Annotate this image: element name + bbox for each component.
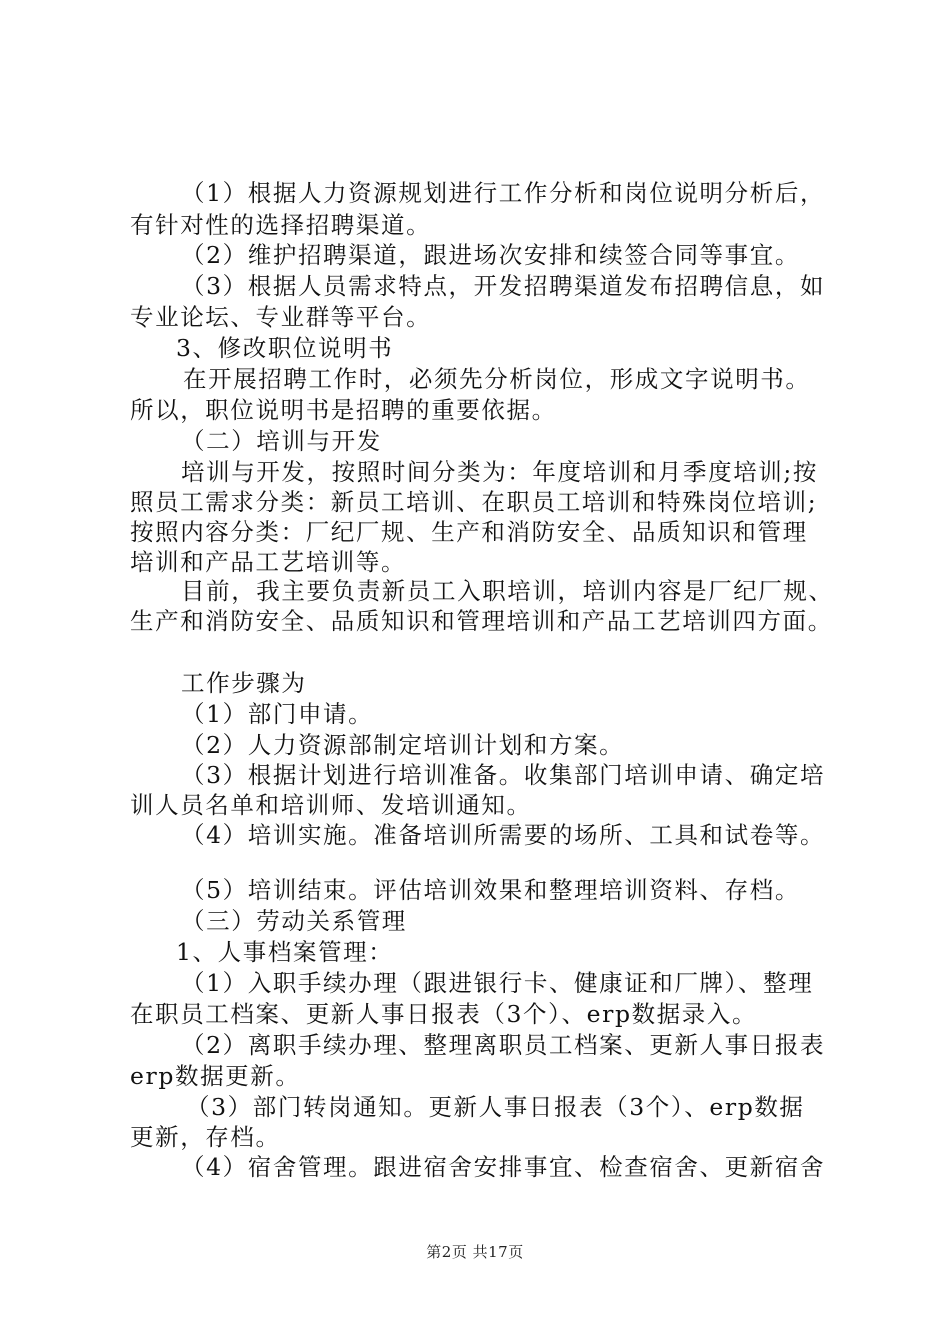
text-line: 工作步骤为 [181,669,307,697]
text-line: （1）根据人力资源规划进行工作分析和岗位说明分析后， [181,179,826,207]
text-line: 训人员名单和培训师、发培训通知。 [130,791,532,819]
text-line: （3）部门转岗通知。更新人事日报表（3个）、erp数据 [186,1093,805,1121]
text-line: 目前，我主要负责新员工入职培训，培训内容是厂纪厂规、 [181,577,834,605]
section-heading: （二）培训与开发 [181,427,382,455]
section-heading: （三）劳动关系管理 [181,907,407,935]
text-line: 照员工需求分类：新员工培训、在职员工培训和特殊岗位培训; [130,488,818,516]
text-line: 在职员工档案、更新人事日报表（3个）、erp数据录入。 [130,1000,758,1028]
text-line: （2）离职手续办理、整理离职员工档案、更新人事日报表 [181,1031,826,1059]
text-line: （5）培训结束。评估培训效果和整理培训资料、存档。 [181,876,800,904]
section-heading: 3、修改职位说明书 [176,334,394,362]
text-line: （4）培训实施。准备培训所需要的场所、工具和试卷等。 [181,821,826,849]
text-line: （1）部门申请。 [181,700,374,728]
text-line: 培训与开发，按照时间分类为：年度培训和月季度培训;按 [181,458,819,486]
text-line: 所以，职位说明书是招聘的重要依据。 [130,396,557,424]
text-line: 有针对性的选择招聘渠道。 [130,211,432,239]
text-line: 生产和消防安全、品质知识和管理培训和产品工艺培训四方面。 [130,607,833,635]
text-line: （3）根据计划进行培训准备。收集部门培训申请、确定培 [181,761,826,789]
text-line: 在开展招聘工作时，必须先分析岗位，形成文字说明书。 [183,365,811,393]
page-number-footer: 第2页 共17页 [426,1243,524,1261]
section-heading: 1、人事档案管理： [176,938,394,966]
text-line: （3）根据人员需求特点，开发招聘渠道发布招聘信息，如 [181,272,826,300]
text-line: erp数据更新。 [130,1062,301,1090]
text-line: （2）人力资源部制定培训计划和方案。 [181,731,625,759]
text-line: （2）维护招聘渠道，跟进场次安排和续签合同等事宜。 [181,241,800,269]
text-line: 按照内容分类：厂纪厂规、生产和消防安全、品质知识和管理 [130,518,808,546]
text-line: （1）入职手续办理（跟进银行卡、健康证和厂牌）、整理 [181,969,814,997]
text-line: 专业论坛、专业群等平台。 [130,303,432,331]
text-line: 更新，存档。 [130,1123,281,1151]
text-line: （4）宿舍管理。跟进宿舍安排事宜、检查宿舍、更新宿舍 [181,1153,826,1181]
text-line: 培训和产品工艺培训等。 [130,548,407,576]
